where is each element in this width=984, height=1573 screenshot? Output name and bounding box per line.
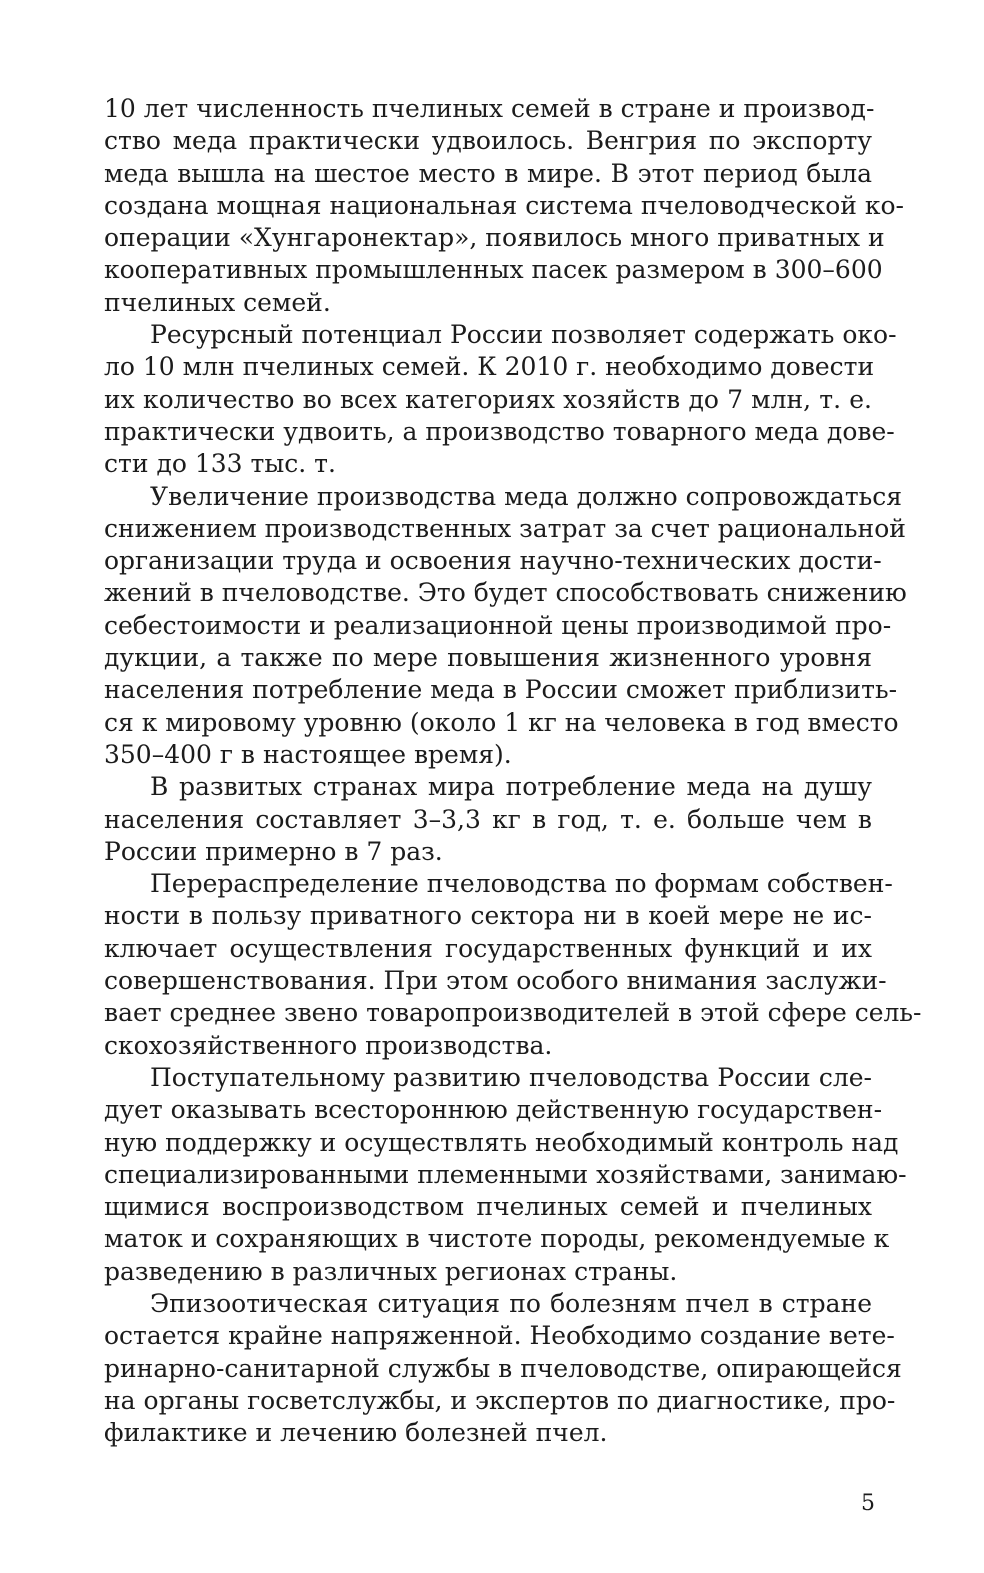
paragraph-resource-potential [104, 319, 897, 480]
text-line: создана мощная национальная система пчеловодческой ко- [104, 190, 904, 220]
text-line: маток и сохраняющих в чистоте породы, рекомендуемые к [104, 1224, 890, 1254]
text-line: России примерно в 7 раз. [104, 836, 443, 866]
paragraph-redistribution [104, 868, 922, 1062]
paragraph-hungary-honey [104, 93, 904, 319]
text-line: дует оказывать всестороннюю действенную государствен- [104, 1095, 883, 1125]
text-line: населения потребление меда в России сможет приблизить- [104, 675, 898, 705]
text-line: ную поддержку и осуществлять необходимый контроль над [104, 1127, 899, 1157]
text-line: ключает осуществления государственных функций и их [104, 933, 872, 963]
text-line: Ресурсный потенциал России позволяет содержать око- [150, 320, 897, 350]
text-line: ся к мировому уровню (около 1 кг на человека в год вместо [104, 707, 899, 737]
text-line: ринарно-санитарной службы в пчеловодстве, опирающейся [104, 1353, 902, 1383]
text-line: совершенствования. При этом особого внимания заслужи- [104, 966, 887, 996]
text-line: их количество во всех категориях хозяйств до 7 млн, т. е. [104, 384, 872, 414]
paragraph-consumption [104, 771, 872, 868]
text-line: операции «Хунгаронектар», появилось много приватных и [104, 223, 885, 253]
text-line: разведению в различных регионах страны. [104, 1256, 678, 1286]
text-line: снижением производственных затрат за счет рациональной [104, 513, 906, 543]
text-line: ло 10 млн пчелиных семей. К 2010 г. необходимо довести [104, 352, 875, 382]
text-line: пчелиных семей. [104, 287, 331, 317]
text-line: жений в пчеловодстве. Это будет способствовать снижению [104, 578, 907, 608]
text-line: дукции, а также по мере повышения жизненного уровня [104, 643, 872, 673]
text-line: на органы госветслужбы, и экспертов по диагностике, про- [104, 1385, 896, 1415]
text-line: филактике и лечению болезней пчел. [104, 1418, 608, 1448]
text-line: меда вышла на шестое место в мире. В этот период была [104, 158, 872, 188]
text-line: себестоимости и реализационной цены производимой про- [104, 610, 892, 640]
text-line: кооперативных промышленных пасек размером в 300–600 [104, 255, 883, 285]
text-line: 350–400 г в настоящее время). [104, 739, 512, 769]
text-line: населения составляет 3–3,3 кг в год, т. е. больше чем в [104, 804, 872, 834]
text-line: В развитых странах мира потребление меда на душу [150, 772, 872, 802]
text-line: Увеличение производства меда должно сопровождаться [150, 481, 903, 511]
paragraph-epizootic [104, 1288, 902, 1449]
text-line: Поступательному развитию пчеловодства России сле- [150, 1062, 872, 1092]
text-line: специализированными племенными хозяйствами, занимаю- [104, 1159, 907, 1189]
text-line: ство меда практически удвоилось. Венгрия по экспорту [104, 126, 872, 156]
text-line: Эпизоотическая ситуация по болезням пчел в стране [150, 1288, 872, 1318]
text-line: практически удвоить, а производство товарного меда дове- [104, 416, 895, 446]
body-text [104, 93, 922, 1449]
paragraph-state-support [104, 1062, 907, 1288]
text-line: скохозяйственного производства. [104, 1030, 553, 1060]
text-line: сти до 133 тыс. т. [104, 449, 336, 479]
text-line: Перераспределение пчеловодства по формам собствен- [150, 869, 893, 899]
text-line: вает среднее звено товаропроизводителей в этой сфере сель- [104, 998, 922, 1028]
text-line: 10 лет численность пчелиных семей в стране и производ- [104, 94, 875, 123]
text-line: ности в пользу приватного сектора ни в коей мере не ис- [104, 901, 872, 931]
text-line: остается крайне напряженной. Необходимо создание вете- [104, 1321, 895, 1351]
page-number: 5 [861, 1491, 875, 1516]
text-line: организации труда и освоения научно-технических дости- [104, 546, 882, 576]
paragraph-production-increase [104, 481, 907, 772]
text-line: щимися воспроизводством пчелиных семей и пчелиных [104, 1192, 872, 1222]
